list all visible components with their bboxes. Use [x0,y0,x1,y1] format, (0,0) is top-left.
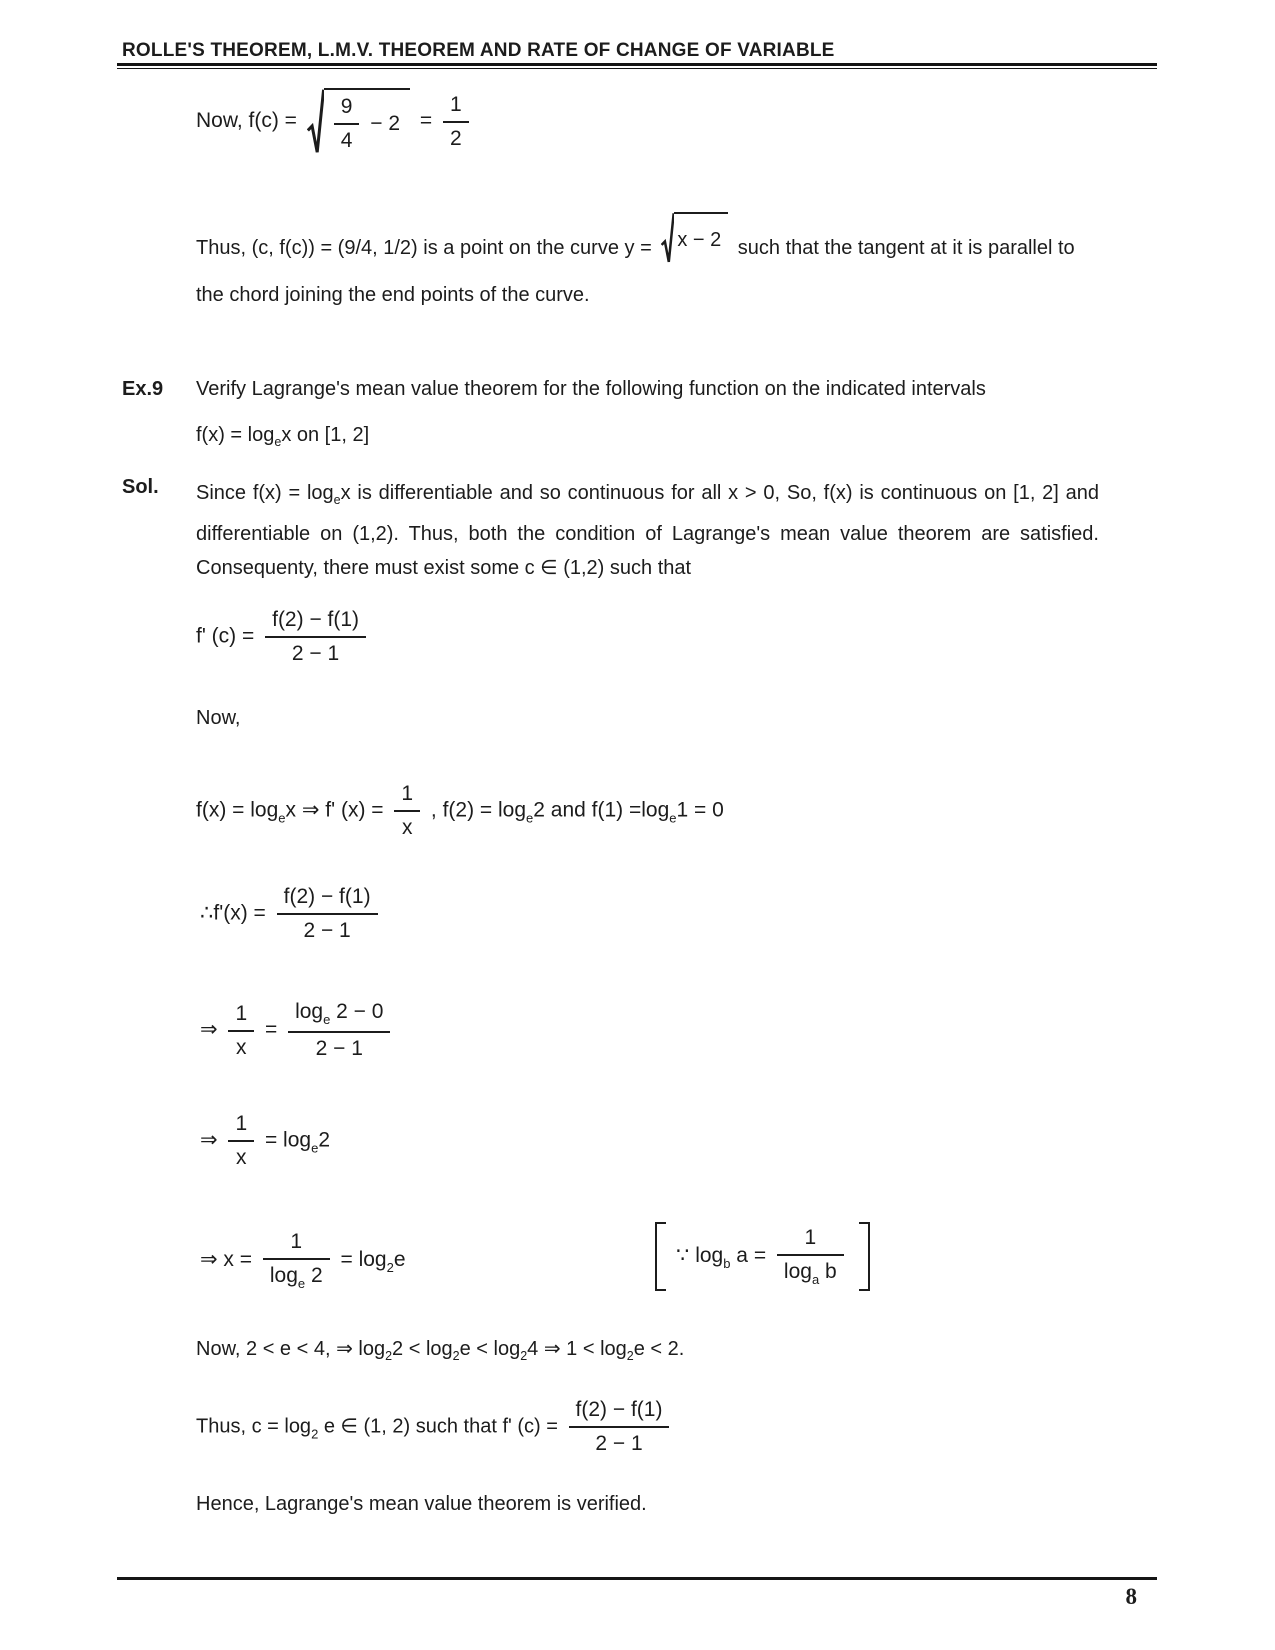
header-rule-thick [117,63,1157,66]
example-question: Verify Lagrange's mean value theorem for the following function on the indicated intervals [196,378,986,400]
paragraph-text: such that the tangent at it is parallel to the chord joining the end points of the curve. [196,237,1075,306]
radical-sign-icon [661,212,674,264]
math-text: f(x) = log [196,798,279,822]
side-note-content [666,1222,859,1291]
page-header [122,40,1157,62]
subscript: b [723,1255,731,1271]
math-text: Thus, c = log [196,1415,312,1438]
math-text: ⇒ x = [200,1248,258,1272]
math-text: 4 ⇒ 1 < log [527,1338,627,1360]
math-text: f' (c) = [196,624,261,648]
left-bracket [655,1222,666,1291]
solution-label: Sol. [122,476,159,498]
range-line [196,1336,684,1363]
paragraph-text: Thus, (c, f(c)) = (9/4, 1/2) is a point on the curve y = [196,237,658,259]
radical-sign-icon [307,88,324,155]
footer-rule [117,1577,1157,1580]
fraction-numerator: 1 [394,782,420,812]
formula-therefore [200,885,383,943]
math-text: log [295,1000,324,1023]
math-text: a = [730,1243,772,1267]
fraction [228,1112,254,1170]
subscript: e [526,810,534,826]
radicand: x − 2 [674,212,728,264]
math-text: = log [259,1128,312,1152]
fraction [777,1226,844,1287]
subscript: 2 [385,1349,393,1363]
math-text: b [819,1260,837,1283]
math-text: 2 − 0 [330,1000,384,1023]
fraction-numerator: f(2) − f(1) [569,1398,670,1428]
fraction-numerator: 1 [263,1230,330,1260]
formula-fprime-c [196,608,371,666]
conclusion-line [196,1398,674,1456]
radical [307,88,410,155]
math-text: e ∈ (1, 2) such that f' (c) = [318,1415,564,1438]
side-note [655,1222,870,1291]
math-text: = log [334,1248,387,1272]
math-text: ⇒ [200,1128,224,1152]
example-label: Ex.9 [122,378,164,400]
math-text: log [269,1264,298,1287]
paragraph-text: Since f(x) = log [196,482,334,504]
fraction [228,1002,254,1060]
fraction-numerator [288,1000,390,1033]
example-function-line [196,424,369,449]
subscript: e [323,1012,331,1027]
math-text: − 2 [364,112,401,135]
fraction-numerator: f(2) − f(1) [277,885,378,915]
math-text: 1 = 0 [676,798,724,822]
fraction-denominator: 2 [450,126,462,150]
math-text: 2 [318,1128,331,1152]
paragraph-text: x is differentiable and so continuous for all x > 0, So, f(x) is continuous on [1, 2] and differentiable on (1,2). Thus, both the condition of Lagrange's mean value theorem are satisfied. Consequenty, there must exist some c ∈ (1,2) such that [196,482,1099,579]
subscript: e [669,810,677,826]
fraction [569,1398,670,1456]
math-text: ∴f'(x) = [200,901,272,925]
subscript: e [278,810,286,826]
math-text: log [783,1260,812,1283]
thus-paragraph [196,212,1106,319]
subscript: 2 [311,1426,319,1442]
radicand [324,88,410,155]
subscript: 2 [386,1260,394,1276]
fraction-denominator: 2 − 1 [315,1037,363,1060]
fraction-numerator: 1 [228,1002,254,1032]
math-text: f(x) = log [196,424,275,446]
formula-step2 [200,1112,330,1170]
fraction-denominator [263,1260,330,1291]
math-text: Now, f(c) = [196,109,303,133]
header-rule [117,63,1157,69]
fraction-denominator: 2 − 1 [303,919,351,942]
formula-now-fc [196,88,474,155]
fraction-denominator [777,1256,844,1287]
math-text: e < 2. [633,1338,685,1360]
math-text: , f(2) = log [425,798,527,822]
formula-step1 [200,1000,395,1061]
subscript: 2 [520,1349,528,1363]
hence-line: Hence, Lagrange's mean value theorem is verified. [196,1493,647,1515]
fraction-numerator: 1 [443,93,469,123]
fraction-denominator: 2 − 1 [595,1432,643,1455]
fraction-numerator: 1 [777,1226,844,1256]
formula-derivative-line [196,782,724,840]
math-text: 2 < log [392,1338,453,1360]
fraction-denominator: x [236,1146,247,1169]
subscript: a [811,1272,820,1287]
fraction [288,1000,390,1061]
fraction [334,95,360,153]
math-text: e [393,1248,406,1272]
math-text: e < log [459,1338,521,1360]
fraction [265,608,366,666]
fraction [394,782,420,840]
subscript: 2 [452,1349,460,1363]
fraction-numerator: f(2) − f(1) [265,608,366,638]
subscript: e [297,1276,306,1291]
solution-paragraph [196,476,1099,585]
chapter-title: ROLLE'S THEOREM, L.M.V. THEOREM AND RATE OF CHANGE OF VARIABLE [122,40,835,61]
fraction-denominator: x [401,816,413,839]
right-bracket [859,1222,870,1291]
page-number: 8 [1125,1584,1137,1609]
math-text: x ⇒ f' (x) = [285,798,390,822]
math-text: = [414,109,439,133]
math-text: ⇒ [200,1018,224,1042]
math-text: x on [1, 2] [281,424,370,446]
math-text: Now, 2 < e < 4, ⇒ log [196,1338,386,1360]
radical [661,212,728,264]
formula-step3 [200,1230,406,1291]
subscript: e [311,1140,319,1156]
subscript: e [333,493,341,507]
fraction [277,885,378,943]
now-label: Now, [196,707,241,729]
subscript: 2 [626,1349,634,1363]
fraction-numerator: 1 [228,1112,254,1142]
math-text: 2 [305,1264,323,1287]
fraction [443,93,469,151]
fraction-denominator: 4 [340,129,353,152]
fraction [263,1230,330,1291]
math-text: = [259,1018,284,1042]
fraction-denominator: 2 − 1 [291,642,340,665]
fraction-denominator: x [236,1035,247,1059]
subscript: e [274,435,282,449]
fraction-numerator: 9 [334,95,360,125]
math-text: 2 and f(1) =log [533,798,670,822]
header-rule-thin [117,68,1157,69]
math-text: ∵ log [676,1243,724,1267]
math-text-group [676,1243,772,1271]
